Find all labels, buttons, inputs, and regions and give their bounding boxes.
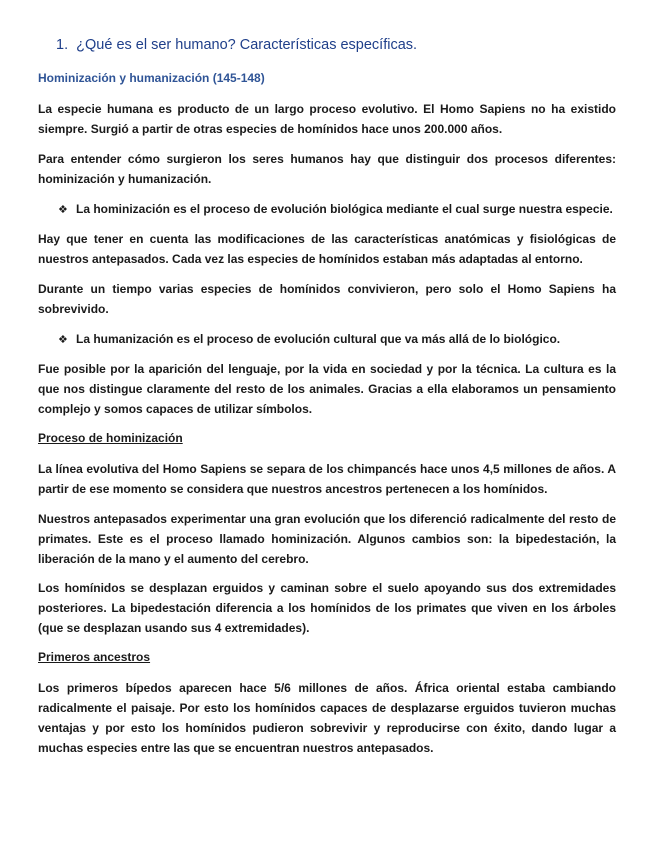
bullet-humanizacion xyxy=(58,329,618,350)
paragraph-1: La especie humana es producto de un largo proceso evolutivo. El Homo Sapiens no ha existido siempre. Surgió a partir de otras especies de homínidos hace unos 200.000 años. xyxy=(38,102,616,136)
page-title xyxy=(56,37,417,53)
paragraph-3: Hay que tener en cuenta las modificaciones de las características anatómicas y fisiológicas de nuestros antepasados. Cada vez las especies de homínidos estaban más adaptadas al entorno. xyxy=(38,232,616,266)
paragraph-8: Los homínidos se desplazan erguidos y caminan sobre el suelo apoyando sus dos extremidades posteriores. La bipedestación diferencia a los homínidos de los primates que viven en los árboles (que se desplazan usando sus 4 extremidades). xyxy=(38,581,616,635)
subheading-primeros: Primeros ancestros xyxy=(38,650,151,664)
paragraph-4: Durante un tiempo varias especies de homínidos convivieron, pero solo el Homo Sapiens ha sobrevivido. xyxy=(38,282,616,316)
paragraph-6: La línea evolutiva del Homo Sapiens se separa de los chimpancés hace unos 4,5 millones de años. A partir de ese momento se considera que nuestros ancestros pertenecen a los homínidos. xyxy=(38,462,616,496)
subheading-proceso: Proceso de hominización xyxy=(38,431,183,445)
bullet-hominizacion xyxy=(58,199,618,220)
bullet-text: La humanización es el proceso de evolución cultural que va más allá de lo biológico. xyxy=(76,332,561,346)
bullet-text: La hominización es el proceso de evolución biológica mediante el cual surge nuestra especie. xyxy=(76,202,613,216)
title-text: ¿Qué es el ser humano? Características específicas. xyxy=(76,37,418,53)
paragraph-9: Los primeros bípedos aparecen hace 5/6 millones de años. África oriental estaba cambiando radicalmente el paisaje. Por esto los homínidos capaces de desplazarse erguidos tuvieron muchas ventajas y por esto los homínidos pudieron sobrevivir y reproducirse con éxito, dando lugar a muchas especies entre las que se encuentran nuestros antepasados. xyxy=(38,681,616,755)
diamond-bullet-icon: ❖ xyxy=(58,334,68,346)
title-number: 1. xyxy=(56,37,69,53)
paragraph-7: Nuestros antepasados experimentar una gran evolución que los diferenció radicalmente del resto de primates. Este es el proceso llamado hominización. Algunos cambios son: la bipedestación, la liberación de la mano y el aumento del cerebro. xyxy=(38,512,616,566)
section-subtitle: Hominización y humanización (145-148) xyxy=(38,71,265,85)
diamond-bullet-icon: ❖ xyxy=(58,204,68,216)
paragraph-2: Para entender cómo surgieron los seres humanos hay que distinguir dos procesos diferentes: hominización y humanización. xyxy=(38,152,616,186)
paragraph-5: Fue posible por la aparición del lenguaje, por la vida en sociedad y por la técnica. La cultura es la que nos distingue claramente del resto de los animales. Gracias a ella elaboramos un pensamiento complejo y somos capaces de utilizar símbolos. xyxy=(38,362,616,416)
